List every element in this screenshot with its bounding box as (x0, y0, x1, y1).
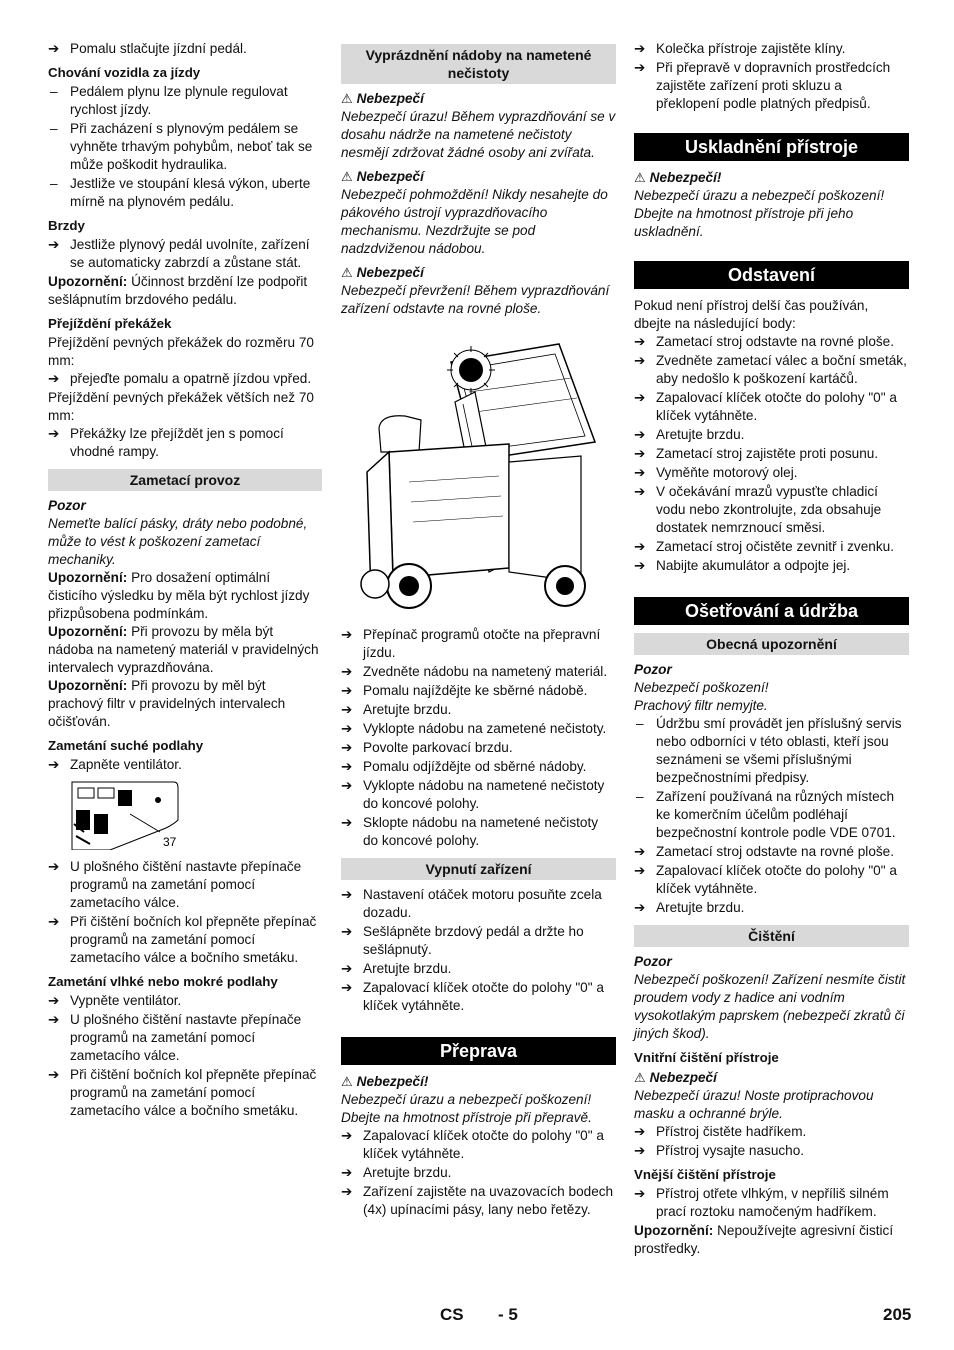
arrow-icon: ➔ (341, 627, 353, 642)
arrow-icon: ➔ (341, 961, 353, 976)
warning-triangle-icon: ⚠ (341, 91, 353, 106)
list-item: ➔ Nabijte akumulátor a odpojte jej. (634, 558, 851, 573)
danger-text: Nebezpečí úrazu! Během vyprazdňování se v dosahu nádrže na nametené nečistoty nesmějí zdržovat žádné osoby ani zvířata. (341, 109, 616, 160)
column-1 (48, 40, 322, 1121)
section-heading: Odstavení (634, 261, 909, 289)
list-item: ➔ Zapalovací klíček otočte do polohy "0" a klíček vytáhněte. (634, 863, 897, 896)
list-item: ➔ V očekávání mrazů vypusťte chladicí vodu nebo zkontrolujte, zda obsahuje dostatek nemrznoucí směsi. (634, 484, 882, 535)
danger-text: Nebezpečí převržení! Během vyprazdňování zařízení odstavte na rovné ploše. (341, 283, 610, 316)
arrow-icon: ➔ (634, 844, 646, 859)
list-item: ➔ Pomalu najíždějte ke sběrné nádobě. (341, 683, 588, 698)
arrow-icon: ➔ (341, 815, 353, 830)
list-item: ➔ Aretujte brzdu. (634, 900, 745, 915)
subheading: Přejíždění překážek (48, 316, 172, 331)
note: Upozornění: Pro dosažení optimální čisticího výsledku by měla být rychlost jízdy přizpůsobena podmínkám. (48, 570, 310, 621)
arrow-icon: ➔ (634, 558, 646, 573)
arrow-icon: ➔ (634, 1124, 646, 1139)
subheading: Vnitřní čištění přístroje (634, 1050, 779, 1065)
list-item: ➔ Přístroj otřete vlhkým, v nepříliš silném prací roztoku namočeným hadříkem. (634, 1186, 889, 1219)
arrow-icon: ➔ (341, 1128, 353, 1143)
note: Upozornění: Účinnost brzdění lze podpořit sešlápnutím brzdového pedálu. (48, 274, 308, 307)
arrow-icon: ➔ (634, 1143, 646, 1158)
caution-label: Pozor (48, 498, 86, 513)
list-item: ➔ Aretujte brzdu. (341, 702, 452, 717)
caution-text: Nemeťte balící pásky, dráty nebo podobné, může to vést k poškození zametací mechaniky. (48, 516, 308, 567)
danger-label: ⚠ Nebezpečí (341, 169, 424, 184)
list-item: ➔ Překážky lze přejíždět jen s pomocí vhodné rampy. (48, 426, 284, 459)
arrow-icon: ➔ (341, 683, 353, 698)
caution-text: Nebezpečí poškození! Zařízení nesmíte čistit proudem vody z hadice ani vodním vysokotlakým paprskem (nebezpečí zkratů či jiných škod). (634, 972, 906, 1041)
arrow-icon: ➔ (634, 539, 646, 554)
figure-label: 37 (163, 835, 177, 849)
arrow-icon: ➔ (48, 859, 60, 874)
note: Upozornění: Nepoužívejte agresivní čisticí prostředky. (634, 1223, 894, 1256)
list-item: ➔ Při přepravě v dopravních prostředcích zajistěte zařízení proti skluzu a překlopení podle platných předpisů. (634, 60, 891, 111)
paragraph: Přejíždění pevných překážek do rozměru 70 mm: (48, 335, 314, 368)
caution-text: Nebezpečí poškození! (634, 680, 769, 695)
list-item: ➔ Nastavení otáček motoru posuňte zcela dozadu. (341, 887, 602, 920)
list-item: ➔ Přepínač programů otočte na přepravní jízdu. (341, 627, 601, 660)
column-2 (341, 40, 616, 1220)
danger-label: ⚠ Nebezpečí! (341, 1074, 429, 1089)
list-item: ➔ Přístroj čistěte hadříkem. (634, 1124, 807, 1139)
list-item: ➔ Zapalovací klíček otočte do polohy "0" a klíček vytáhněte. (341, 980, 604, 1013)
danger-label: ⚠ Nebezpečí (341, 91, 424, 106)
danger-text: Nebezpečí úrazu a nebezpečí poškození! Dbejte na hmotnost přístroje při přepravě. (341, 1092, 592, 1125)
section-bar: Obecná upozornění (634, 633, 909, 655)
section-heading: Ošetřování a údržba (634, 597, 909, 625)
list-item: ➔ Kolečka přístroje zajistěte klíny. (634, 41, 846, 56)
footer-language: CS (440, 1305, 464, 1324)
arrow-icon: ➔ (341, 980, 353, 995)
warning-triangle-icon: ⚠ (341, 169, 353, 184)
list-item: ➔ Přístroj vysajte nasucho. (634, 1143, 805, 1158)
arrow-icon: ➔ (341, 778, 353, 793)
note: Upozornění: Při provozu by měla být nádoba na nametený materiál v pravidelných intervalech vyprazdňována. (48, 624, 319, 675)
arrow-icon: ➔ (634, 484, 646, 499)
arrow-icon: ➔ (341, 924, 353, 939)
list-item: – Jestliže ve stoupání klesá výkon, uberte mírně na plynovém pedálu. (50, 176, 311, 209)
danger-label: ⚠ Nebezpečí! (634, 170, 722, 185)
arrow-icon: ➔ (48, 371, 60, 386)
arrow-icon: ➔ (634, 900, 646, 915)
paragraph: Pokud není přístroj delší čas používán, dbejte na následující body: (634, 298, 869, 331)
warning-triangle-icon: ⚠ (341, 265, 353, 280)
arrow-icon: ➔ (341, 1184, 353, 1199)
arrow-icon: ➔ (48, 41, 60, 56)
arrow-icon: ➔ (341, 887, 353, 902)
arrow-icon: ➔ (48, 237, 60, 252)
list-item: ➔ Zvedněte zametací válec a boční smeták, aby nedošlo k poškození kartáčů. (634, 353, 907, 386)
arrow-icon: ➔ (341, 1165, 353, 1180)
arrow-icon: ➔ (341, 759, 353, 774)
footer-page-section: - 5 (498, 1305, 518, 1324)
section-bar: Vyprázdnění nádoby na nametené nečistoty (341, 44, 616, 84)
list-item: ➔ přejeďte pomalu a opatrně jízdou vpřed. (48, 371, 312, 386)
list-item: ➔ Zvedněte nádobu na nametený materiál. (341, 664, 608, 679)
list-item: ➔ Pomalu stlačujte jízdní pedál. (48, 41, 247, 56)
list-item: ➔ Aretujte brzdu. (341, 961, 452, 976)
dash-icon: – (50, 84, 58, 99)
list-item: ➔ Vyklopte nádobu na zametené nečistoty. (341, 721, 607, 736)
warning-triangle-icon: ⚠ (634, 170, 646, 185)
dash-icon: – (636, 716, 644, 731)
list-item: ➔ Při čištění bočních kol přepněte přepínač programů na zametání pomocí zametacího válce a bočního smetáku. (48, 1067, 317, 1118)
list-item: ➔ Sklopte nádobu na nametené nečistoty do koncové polohy. (341, 815, 599, 848)
arrow-icon: ➔ (634, 334, 646, 349)
list-item: ➔ Zařízení zajistěte na uvazovacích bodech (4x) upínacími pásy, lany nebo řetězy. (341, 1184, 614, 1217)
list-item: ➔ Vypněte ventilátor. (48, 993, 182, 1008)
sweeper-figure (359, 332, 599, 614)
footer-page-number: 205 (883, 1305, 912, 1324)
column-3 (634, 40, 909, 1258)
section-bar: Čištění (634, 925, 909, 947)
list-item: – Pedálem plynu lze plynule regulovat rychlost jízdy. (50, 84, 288, 117)
danger-text: Nebezpečí úrazu a nebezpečí poškození! Dbejte na hmotnost přístroje při jeho uskladnění. (634, 188, 885, 239)
arrow-icon: ➔ (48, 1067, 60, 1082)
list-item: ➔ Jestliže plynový pedál uvolníte, zařízení se automaticky zabrzdí a zůstane stát. (48, 237, 310, 270)
list-item: ➔ Zapněte ventilátor. (48, 757, 182, 772)
list-item: ➔ Zapalovací klíček otočte do polohy "0" a klíček vytáhněte. (341, 1128, 604, 1161)
arrow-icon: ➔ (48, 914, 60, 929)
arrow-icon: ➔ (48, 426, 60, 441)
arrow-icon: ➔ (48, 757, 60, 772)
list-item: – Údržbu smí provádět jen příslušný servis nebo odborníci v této oblasti, kteří jsou seznámeni se všemi příslušnými bezpečnostními předpisy. (636, 716, 902, 785)
list-item: – Zařízení používaná na různých místech ke komerčním účelům podléhají bezpečnostní kontrole podle VDE 0701. (636, 789, 896, 840)
arrow-icon: ➔ (634, 1186, 646, 1201)
control-panel-illustration (70, 780, 210, 850)
warning-triangle-icon: ⚠ (634, 1070, 646, 1085)
caution-label: Pozor (634, 954, 672, 969)
arrow-icon: ➔ (48, 1012, 60, 1027)
list-item: ➔ Aretujte brzdu. (634, 427, 745, 442)
subheading: Zametání suché podlahy (48, 738, 204, 753)
section-heading: Přeprava (341, 1037, 616, 1065)
list-item: ➔ Zametací stroj zajistěte proti posunu. (634, 446, 879, 461)
arrow-icon: ➔ (634, 446, 646, 461)
list-item: ➔ Sešlápněte brzdový pedál a držte ho sešlápnutý. (341, 924, 584, 957)
arrow-icon: ➔ (634, 863, 646, 878)
arrow-icon: ➔ (634, 427, 646, 442)
arrow-icon: ➔ (634, 60, 646, 75)
list-item: ➔ Při čištění bočních kol přepněte přepínač programů na zametání pomocí zametacího válce a bočního smetáku. (48, 914, 317, 965)
section-bar: Zametací provoz (48, 469, 322, 491)
list-item: ➔ Zametací stroj odstavte na rovné ploše. (634, 334, 895, 349)
list-item: ➔ U plošného čištění nastavte přepínače programů na zametání pomocí zametacího válce. (48, 859, 302, 910)
list-item: ➔ Vyměňte motorový olej. (634, 465, 798, 480)
arrow-icon: ➔ (341, 702, 353, 717)
list-item: ➔ Zametací stroj odstavte na rovné ploše. (634, 844, 895, 859)
list-item: ➔ U plošného čištění nastavte přepínače programů na zametání pomocí zametacího válce. (48, 1012, 302, 1063)
arrow-icon: ➔ (341, 664, 353, 679)
arrow-icon: ➔ (634, 465, 646, 480)
list-item: ➔ Zapalovací klíček otočte do polohy "0" a klíček vytáhněte. (634, 390, 897, 423)
dash-icon: – (50, 176, 58, 191)
list-item: ➔ Zametací stroj očistěte zevnitř i zvenku. (634, 539, 894, 554)
list-item: ➔ Aretujte brzdu. (341, 1165, 452, 1180)
arrow-icon: ➔ (48, 993, 60, 1008)
warning-triangle-icon: ⚠ (341, 1074, 353, 1089)
arrow-icon: ➔ (634, 353, 646, 368)
arrow-icon: ➔ (634, 390, 646, 405)
section-bar: Vypnutí zařízení (341, 858, 616, 880)
subheading: Chování vozidla za jízdy (48, 65, 201, 80)
caution-label: Pozor (634, 662, 672, 677)
arrow-icon: ➔ (341, 740, 353, 755)
danger-text: Nebezpečí pohmoždění! Nikdy nesahejte do pákového ústrojí vyprazdňovacího mechanismu. Nezdržujte se pod nadzdviženou nádobou. (341, 187, 608, 256)
control-panel-figure (70, 780, 210, 850)
arrow-icon: ➔ (634, 41, 646, 56)
arrow-icon: ➔ (341, 721, 353, 736)
subheading: Zametání vlhké nebo mokré podlahy (48, 974, 278, 989)
note: Upozornění: Při provozu by měl být prachový filtr v pravidelných intervalech očišťován. (48, 678, 286, 729)
paragraph: Přejíždění pevných překážek větších než 70 mm: (48, 390, 314, 423)
caution-text: Prachový filtr nemyjte. (634, 698, 768, 713)
subheading: Vnější čištění přístroje (634, 1167, 776, 1182)
danger-label: ⚠ Nebezpečí (341, 265, 424, 280)
list-item: – Při zacházení s plynovým pedálem se vyhněte trhavým pohybům, neboť tak se může poškodit hydraulika. (50, 121, 313, 172)
dash-icon: – (636, 789, 644, 804)
section-heading: Uskladnění přístroje (634, 133, 909, 161)
list-item: ➔ Povolte parkovací brzdu. (341, 740, 513, 755)
danger-label: ⚠ Nebezpečí (634, 1070, 717, 1085)
danger-text: Nebezpečí úrazu! Noste protiprachovou masku a ochranné brýle. (634, 1088, 874, 1121)
sweeper-dumping-illustration (359, 332, 599, 614)
dash-icon: – (50, 121, 58, 136)
list-item: ➔ Pomalu odjíždějte od sběrné nádoby. (341, 759, 587, 774)
list-item: ➔ Vyklopte nádobu na nametené nečistoty do koncové polohy. (341, 778, 605, 811)
subheading: Brzdy (48, 218, 85, 233)
